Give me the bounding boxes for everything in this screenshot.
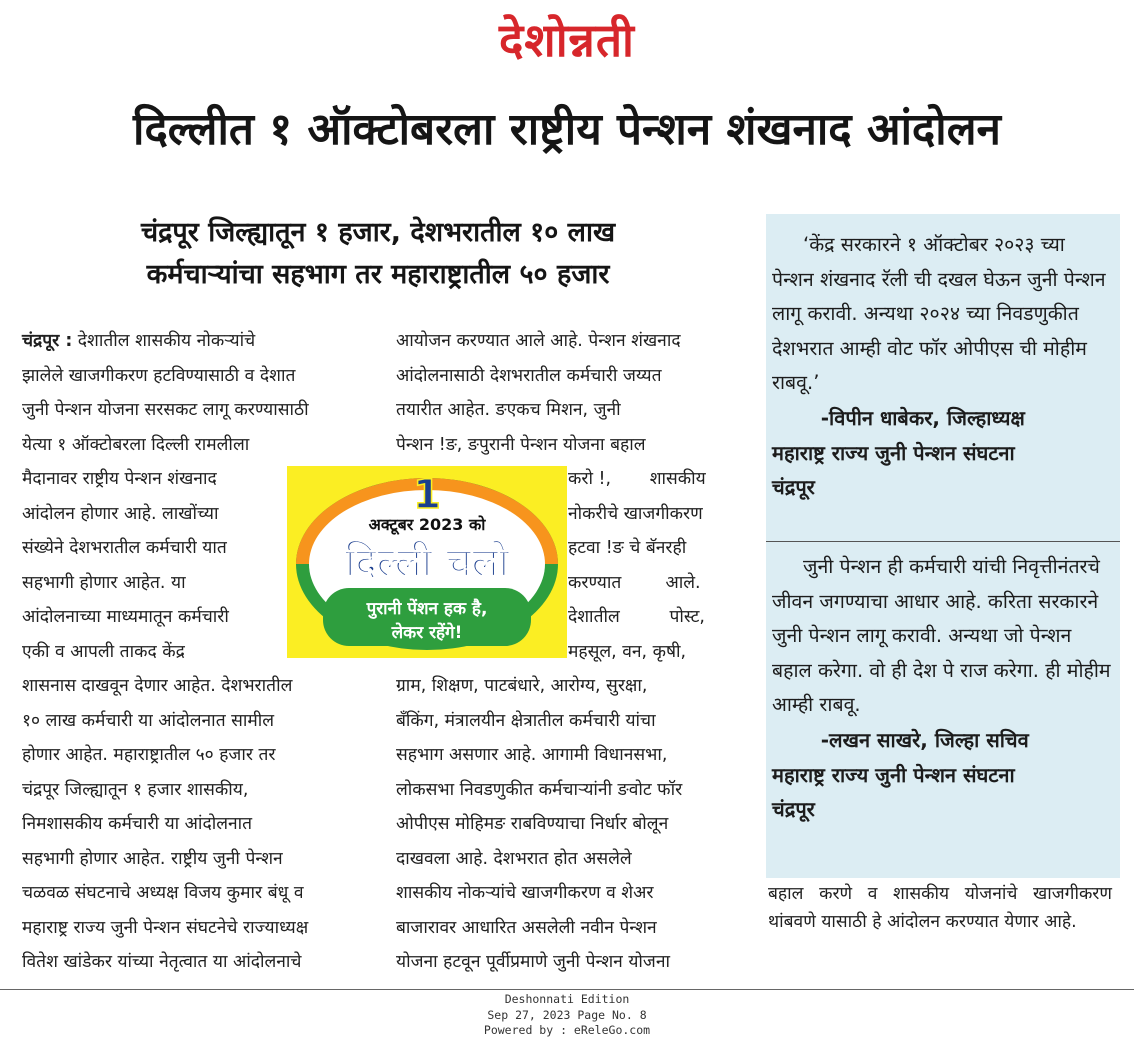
sub-headline-line-1: चंद्रपूर जिल्ह्यातून १ हजार, देशभरातील १० लाख (140, 217, 616, 248)
poster-date: अक्टूबर 2023 को (368, 515, 486, 534)
poster-slogan-line-2: लेकर रहेंगे! (391, 623, 463, 643)
article-line: हटवा !ङ चे बॅनरही (568, 538, 687, 558)
quote-organization: महाराष्ट्र राज्य जुनी पेन्शन संघटना (772, 440, 1015, 465)
article-line: महसूल, वन, कृषी, (568, 641, 687, 662)
article-line: येत्या १ ऑक्टोबरला दिल्ली रामलीला (22, 434, 250, 455)
article-line: योजना हटवून पूर्वीप्रमाणे जुनी पेन्शन योजना (396, 952, 670, 972)
footer-date-page: Sep 27, 2023 Page No. 8 (487, 1007, 647, 1022)
delhi-chalo-poster (287, 466, 567, 658)
footer-divider (0, 989, 1134, 990)
article-line: सहभाग असणार आहे. आगामी विधानसभा, (396, 745, 668, 765)
article-line: ओपीएस मोहिमङ राबविण्याचा निर्धार बोलून (396, 814, 669, 834)
article-line: करण्यात आले. (568, 572, 701, 593)
article-line: सहभागी होणार आहेत. या (22, 572, 186, 593)
quote-text: जुनी पेन्शन ही कर्मचारी यांची निवृत्तीनंतरचे जीवन जगण्याचा आधार आहे. करिता सरकारने जुनी पेन्शन लागू करावी. अन्यथा जो पेन्शन बहाल करेगा. वो ही देश पे राज करेगा. ही मोहीम आम्ही राबवू. (772, 555, 1117, 717)
quote-block-1 (772, 228, 1112, 505)
article-line: शासनास दाखवून देणार आहेत. देशभरातील (22, 676, 293, 696)
quote-place: चंद्रपूर (772, 797, 815, 822)
article-line: आंदोलनाच्या माध्यमातून कर्मचारी (22, 607, 229, 627)
quote-place: चंद्रपूर (772, 475, 815, 500)
article-line: दाखवला आहे. देशभरात होत असलेले (396, 848, 632, 869)
sub-headline (18, 212, 738, 296)
newspaper-masthead (0, 8, 1134, 70)
article-line: १० लाख कर्मचारी या आंदोलनात सामील (22, 710, 275, 731)
article-line: नोकरीचे खाजगीकरण (568, 503, 703, 524)
article-line: बाजारावर आधारित असलेली नवीन पेन्शन (396, 917, 657, 938)
quote-sidebar (766, 214, 1120, 878)
article-line: बँकिंग, मंत्रालयीन क्षेत्रातील कर्मचारी यांचा (396, 710, 656, 731)
article-line: तयारीत आहेत. ङएकच मिशन, जुनी (396, 400, 621, 420)
sub-headline-line-2: कर्मचाऱ्यांचा सहभाग तर महाराष्ट्रातील ५० हजार (146, 259, 610, 290)
masthead-title: देशोन्नती (499, 13, 635, 67)
footer-powered-by: Powered by : eReleGo.com (483, 1023, 651, 1037)
article-line: लोकसभा निवडणुकीत कर्मचाऱ्यांनी ङवोट फॉर (396, 779, 683, 800)
article-line: एकी व आपली ताकद केंद्र (22, 641, 185, 662)
article-line: ग्राम, शिक्षण, पाटबंधारे, आरोग्य, सुरक्षा, (396, 676, 648, 696)
article-line: मैदानावर राष्ट्रीय पेन्शन शंखनाद (22, 469, 217, 489)
article-line: होणार आहेत. महाराष्ट्रातील ५० हजार तर (22, 745, 276, 765)
poster-slogan-line-1: पुरानी पेंशन हक है, (366, 599, 488, 619)
quote-text: ‘केंद्र सरकारने १ ऑक्टोबर २०२३ च्या पेन्शन शंखनाद रॅली ची दखल घेऊन जुनी पेन्शन लागू करावी. अन्यथा २०२४ च्या निवडणुकीत देशभरात आम्ही वोट फॉर ओपीएस ची मोहीम राबवू.’ (772, 233, 1112, 395)
article-line: संख्येने देशभरातील कर्मचारी यात (22, 538, 227, 558)
footer-edition: Deshonnati Edition (504, 992, 630, 1006)
quote-divider (766, 541, 1120, 542)
edition-footer (0, 992, 1134, 1039)
article-line: जुनी पेन्शन योजना सरसकट लागू करण्यासाठी (22, 400, 309, 420)
article-line: सहभागी होणार आहेत. राष्ट्रीय जुनी पेन्शन (22, 848, 283, 869)
article-line: आंदोलन होणार आहे. लाखोंच्या (22, 503, 219, 524)
article-line: शासकीय नोकऱ्यांचे खाजगीकरण व शेअर (396, 883, 654, 903)
dateline: चंद्रपूर : (22, 331, 73, 351)
main-headline: दिल्लीत १ ऑक्टोबरला राष्ट्रीय पेन्शन शंखनाद आंदोलन (133, 104, 1001, 155)
article-line: वितेश खांडेकर यांच्या नेतृत्वात या आंदोलनाचे (22, 952, 302, 972)
article-line: पेन्शन !ङ, ङपुरानी पेन्शन योजना बहाल (396, 434, 646, 455)
article-line: चंद्रपूर जिल्ह्यातून १ हजार शासकीय, (22, 779, 249, 800)
quote-organization: महाराष्ट्र राज्य जुनी पेन्शन संघटना (772, 762, 1015, 787)
poster-main-text: दिल्ली चलो (345, 540, 509, 586)
article-line: चंद्रपूर : देशातील शासकीय नोकऱ्यांचे (22, 331, 256, 351)
article-line: आंदोलनासाठी देशभरातील कर्मचारी जय्यत (396, 365, 662, 386)
quote-author: -विपीन धाबेकर, जिल्हाध्यक्ष (772, 405, 1025, 430)
poster-number: 1 (413, 472, 441, 518)
article-line: निमशासकीय कर्मचारी या आंदोलनात (22, 814, 253, 834)
poster-graphic (287, 466, 567, 658)
article-column-3: बहाल करणे व शासकीय योजनांचे खाजगीकरण थांबवणे यासाठी हे आंदोलन करण्यात येणार आहे. (768, 884, 1112, 932)
article-line: करो !, शासकीय (568, 469, 706, 489)
article-line: झालेले खाजगीकरण हटविण्यासाठी व देशात (22, 365, 296, 386)
quote-block-2 (772, 550, 1117, 827)
article-line: देशातील पोस्ट, (568, 607, 705, 627)
article-line: चळवळ संघटनाचे अध्यक्ष विजय कुमार बंधू व (22, 883, 304, 903)
article-line: आयोजन करण्यात आले आहे. पेन्शन शंखनाद (396, 331, 681, 351)
article-line: महाराष्ट्र राज्य जुनी पेन्शन संघटनेचे राज्याध्यक्ष (22, 917, 309, 938)
quote-author: -लखन साखरे, जिल्हा सचिव (772, 727, 1029, 752)
